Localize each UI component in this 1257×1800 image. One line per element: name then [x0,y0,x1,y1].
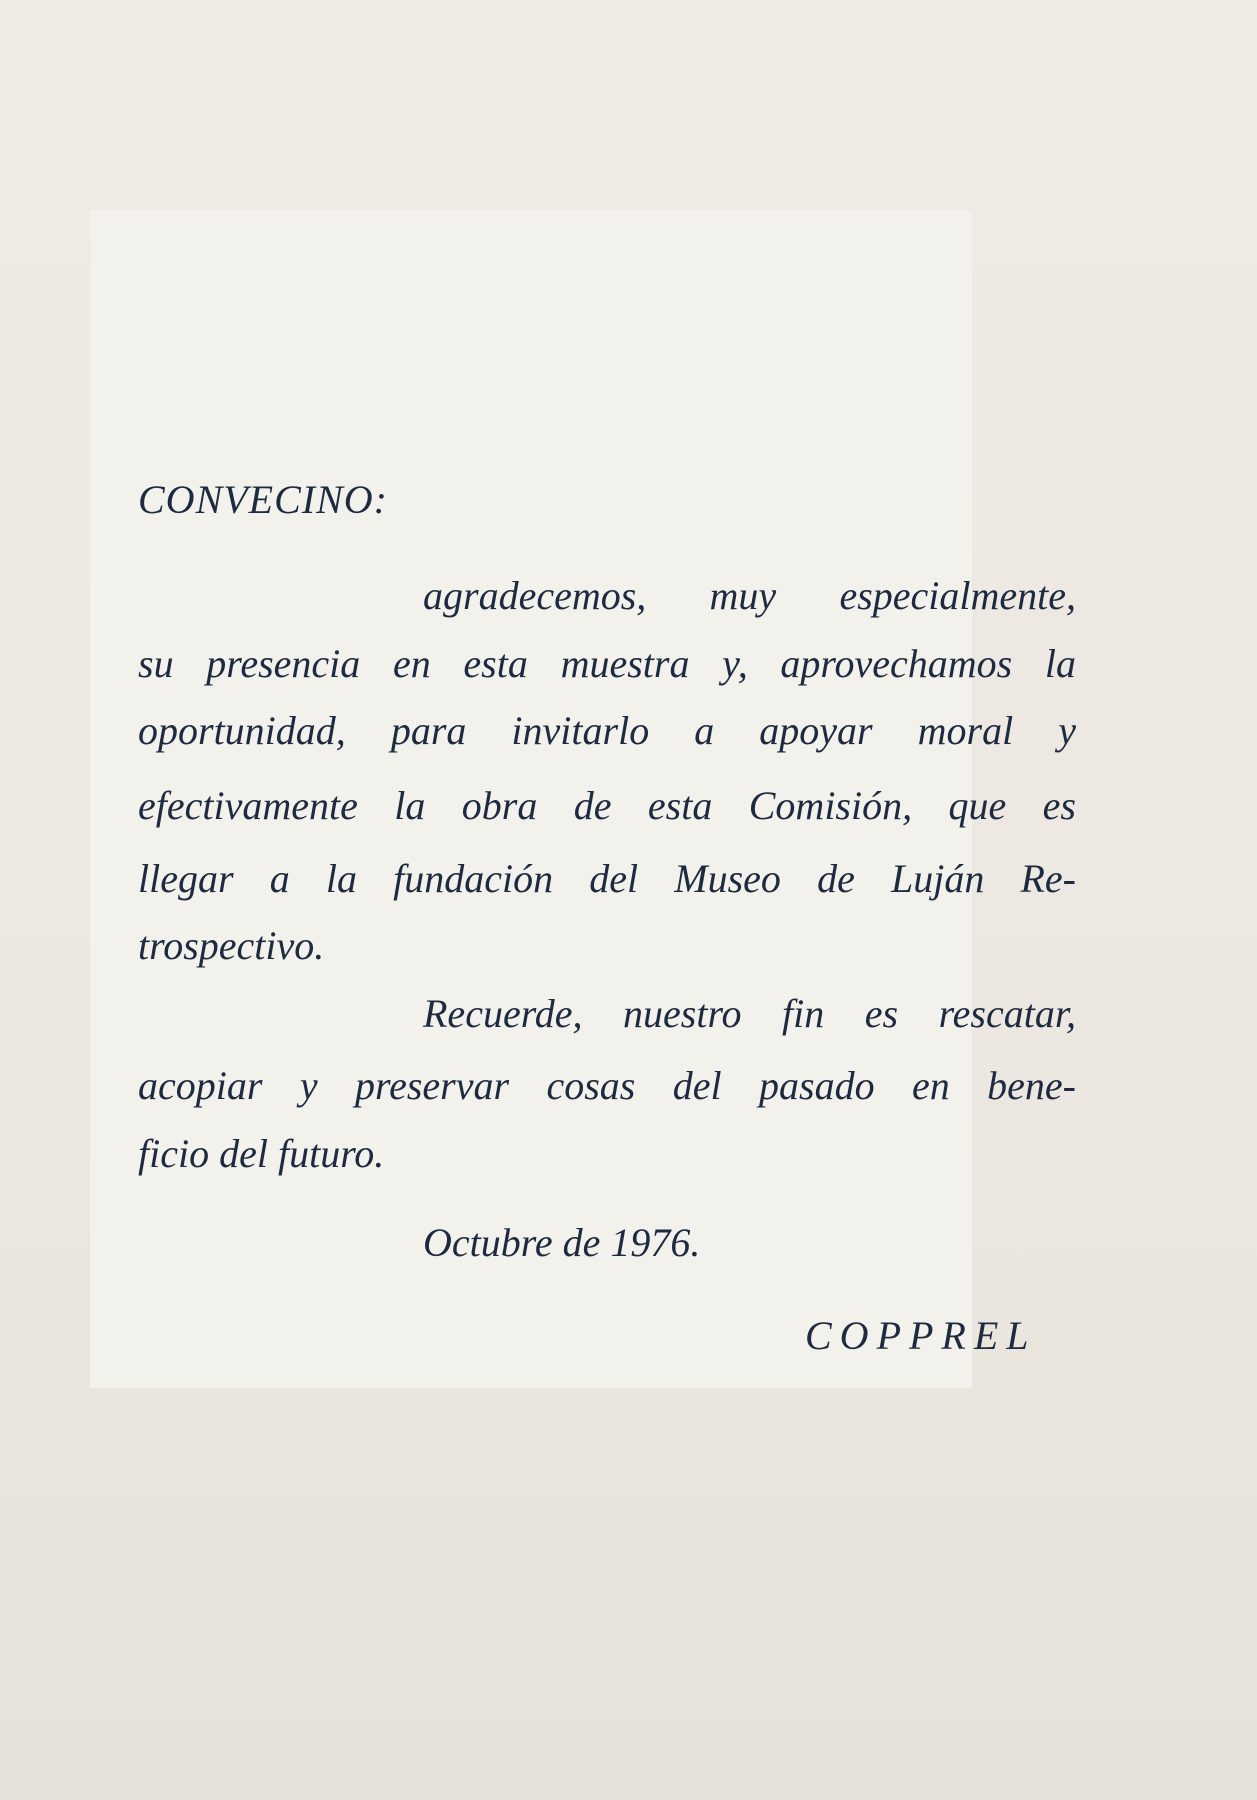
letter-line: llegar a la fundación del Museo de Luján Re- [138,856,1076,901]
letter-line: efectivamente la obra de esta Comisión, que es [138,783,1076,828]
letter-salutation: CONVECINO: [138,477,388,522]
letter-line: agradecemos, muy especialmente, [423,573,1076,618]
letter-line: acopiar y preservar cosas del pasado en bene- [138,1063,1076,1108]
letter-line: Recuerde, nuestro fin es rescatar, [423,991,1076,1036]
letter-line: su presencia en esta muestra y, aprovechamos la [138,641,1076,686]
letter-line: ficio del futuro. [138,1131,385,1176]
letter-line: oportunidad, para invitarlo a apoyar moral y [138,708,1076,753]
letter-date: Octubre de 1976. [423,1220,701,1265]
letter-signature: COPPREL [805,1313,1037,1358]
letter-line: trospectivo. [138,923,325,968]
